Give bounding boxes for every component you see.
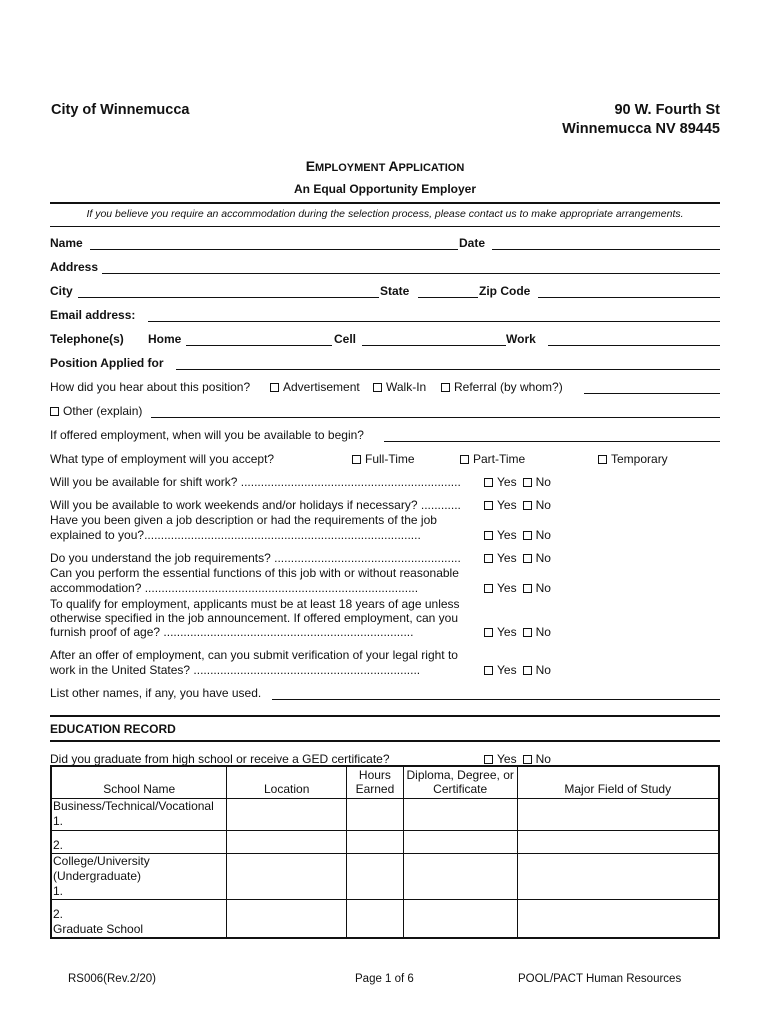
location-cell[interactable] xyxy=(227,798,347,830)
hear-option-other[interactable]: Other (explain) xyxy=(50,404,142,418)
checkbox[interactable] xyxy=(523,554,532,563)
checkbox[interactable] xyxy=(484,584,493,593)
job-description-question-line1: Have you been given a job description or had the requirements of the job xyxy=(50,513,437,527)
weekends-question: Will you be available to work weekends and/or holidays if necessary? ............ xyxy=(50,498,461,512)
availability-question: If offered employment, when will you be available to begin? xyxy=(50,428,364,442)
accommodation-notice: If you believe you require an accommodation during the selection process, please contact us to make appropriate arrangements. xyxy=(86,208,684,220)
high-school-yes-no[interactable]: Yes No xyxy=(484,752,551,766)
checkbox[interactable] xyxy=(484,628,493,637)
verify-question-line2: work in the United States? .................................................................... xyxy=(50,663,421,677)
understand-question: Do you understand the job requirements? ........................................................ xyxy=(50,551,461,565)
hear-option-walkin[interactable]: Walk-In xyxy=(373,380,426,394)
table-header-row xyxy=(51,766,719,798)
age-question-line3: furnish proof of age? ........................................................................... xyxy=(50,625,414,639)
shift-work-yes-no[interactable]: Yes No xyxy=(484,475,551,489)
shift-work-question: Will you be available for shift work? .................................................................. xyxy=(50,475,461,489)
age-question-line2: otherwise specified in the job announcement. If offered employment, can you xyxy=(50,611,459,625)
verify-question-line1: After an offer of employment, can you submit verification of your legal right to xyxy=(50,648,458,662)
other-names-field[interactable] xyxy=(272,699,720,700)
checkbox[interactable] xyxy=(484,666,493,675)
org-address-line2: Winnemucca NV 89445 xyxy=(562,121,720,137)
checkbox[interactable] xyxy=(460,455,469,464)
checkbox[interactable] xyxy=(523,501,532,510)
divider xyxy=(50,202,720,204)
department: POOL/PACT Human Resources xyxy=(518,973,682,985)
home-phone-label: Home xyxy=(148,332,182,346)
position-label: Position Applied for xyxy=(50,356,164,370)
hours-cell[interactable] xyxy=(346,830,403,853)
checkbox[interactable] xyxy=(441,383,450,392)
hours-cell[interactable] xyxy=(346,798,403,830)
school-cell[interactable]: 2. Graduate School xyxy=(51,899,227,938)
table-row xyxy=(51,899,719,938)
checkbox[interactable] xyxy=(352,455,361,464)
education-table xyxy=(50,765,720,939)
understand-yes-no[interactable]: Yes No xyxy=(484,551,551,565)
date-label: Date xyxy=(459,236,486,250)
table-row xyxy=(51,853,719,899)
checkbox[interactable] xyxy=(523,584,532,593)
diploma-cell[interactable] xyxy=(403,853,517,899)
checkbox[interactable] xyxy=(484,554,493,563)
checkbox[interactable] xyxy=(523,666,532,675)
checkbox[interactable] xyxy=(523,628,532,637)
essential-question-line1: Can you perform the essential functions of this job with or without reasonable xyxy=(50,566,459,580)
school-cell[interactable]: College/University (Undergraduate) 1. xyxy=(51,853,227,899)
col-hours-earned: Hours Earned xyxy=(346,766,403,798)
col-location: Location xyxy=(227,766,347,798)
major-cell[interactable] xyxy=(517,899,719,938)
employment-type-question: What type of employment will you accept? xyxy=(50,452,275,466)
education-heading: EDUCATION RECORD xyxy=(50,722,176,736)
checkbox[interactable] xyxy=(523,755,532,764)
type-parttime-option[interactable]: Part-Time xyxy=(460,452,525,466)
essential-yes-no[interactable]: Yes No xyxy=(484,581,551,595)
org-name: City of Winnemucca xyxy=(51,102,190,118)
hear-question: How did you hear about this position? xyxy=(50,380,251,394)
state-label: State xyxy=(380,284,410,298)
form-id: RS006(Rev.2/20) xyxy=(68,973,156,985)
col-major: Major Field of Study xyxy=(517,766,719,798)
city-field[interactable] xyxy=(78,297,379,298)
divider xyxy=(50,226,720,227)
location-cell[interactable] xyxy=(227,853,347,899)
name-label: Name xyxy=(50,236,83,250)
checkbox[interactable] xyxy=(484,531,493,540)
verify-yes-no[interactable]: Yes No xyxy=(484,663,551,677)
checkbox[interactable] xyxy=(373,383,382,392)
state-field[interactable] xyxy=(418,297,478,298)
checkbox[interactable] xyxy=(484,755,493,764)
checkbox[interactable] xyxy=(484,501,493,510)
home-phone-field[interactable] xyxy=(186,345,332,346)
page-number: Page 1 of 6 xyxy=(355,973,414,985)
location-cell[interactable] xyxy=(227,899,347,938)
form-title: EMPLOYMENT APPLICATION xyxy=(305,158,465,174)
checkbox[interactable] xyxy=(523,531,532,540)
major-cell[interactable] xyxy=(517,853,719,899)
hours-cell[interactable] xyxy=(346,899,403,938)
city-label: City xyxy=(50,284,73,298)
table-row xyxy=(51,830,719,853)
col-school-name: School Name xyxy=(51,766,227,798)
checkbox[interactable] xyxy=(484,478,493,487)
availability-field[interactable] xyxy=(384,441,720,442)
col-diploma: Diploma, Degree, or Certificate xyxy=(403,766,517,798)
job-description-yes-no[interactable]: Yes No xyxy=(484,528,551,542)
checkbox[interactable] xyxy=(598,455,607,464)
type-temporary-option[interactable]: Temporary xyxy=(598,452,668,466)
name-field[interactable] xyxy=(90,249,458,250)
high-school-question: Did you graduate from high school or receive a GED certificate? xyxy=(50,752,390,766)
position-field[interactable] xyxy=(176,369,720,370)
location-cell[interactable] xyxy=(227,830,347,853)
checkbox[interactable] xyxy=(50,407,59,416)
age-yes-no[interactable]: Yes No xyxy=(484,625,551,639)
type-fulltime-option[interactable]: Full-Time xyxy=(352,452,415,466)
referral-field[interactable] xyxy=(584,393,720,394)
org-address-line1: 90 W. Fourth St xyxy=(614,102,720,118)
form-subtitle: An Equal Opportunity Employer xyxy=(293,182,476,196)
hear-option-referral[interactable]: Referral (by whom?) xyxy=(441,380,563,394)
other-explain-field[interactable] xyxy=(151,417,720,418)
divider xyxy=(50,715,720,717)
hear-option-advertisement[interactable]: Advertisement xyxy=(270,380,360,394)
age-question-line1: To qualify for employment, applicants must be at least 18 years of age unless xyxy=(50,597,460,611)
diploma-cell[interactable] xyxy=(403,899,517,938)
zip-label: Zip Code xyxy=(479,284,531,298)
job-description-question-line2: explained to you?................................................................................... xyxy=(50,528,421,542)
diploma-cell[interactable] xyxy=(403,830,517,853)
address-label: Address xyxy=(50,260,99,274)
date-field[interactable] xyxy=(492,249,720,250)
cell-phone-label: Cell xyxy=(334,332,357,346)
weekends-yes-no[interactable]: Yes No xyxy=(484,498,551,512)
hours-cell[interactable] xyxy=(346,853,403,899)
school-cell[interactable]: 2. xyxy=(51,830,227,853)
other-names-question: List other names, if any, you have used. xyxy=(50,686,262,700)
checkbox[interactable] xyxy=(270,383,279,392)
checkbox[interactable] xyxy=(523,478,532,487)
essential-question-line2: accommodation? .................................................................................. xyxy=(50,581,419,595)
work-phone-field[interactable] xyxy=(548,345,720,346)
email-label: Email address: xyxy=(50,308,136,322)
cell-phone-field[interactable] xyxy=(362,345,506,346)
zip-field[interactable] xyxy=(538,297,720,298)
address-field[interactable] xyxy=(102,273,720,274)
telephone-label: Telephone(s) xyxy=(50,332,124,346)
major-cell[interactable] xyxy=(517,798,719,830)
email-field[interactable] xyxy=(148,321,720,322)
diploma-cell[interactable] xyxy=(403,798,517,830)
work-phone-label: Work xyxy=(506,332,536,346)
divider xyxy=(50,740,720,742)
major-cell[interactable] xyxy=(517,830,719,853)
school-cell[interactable]: Business/Technical/Vocational 1. xyxy=(51,798,227,830)
table-row xyxy=(51,798,719,830)
